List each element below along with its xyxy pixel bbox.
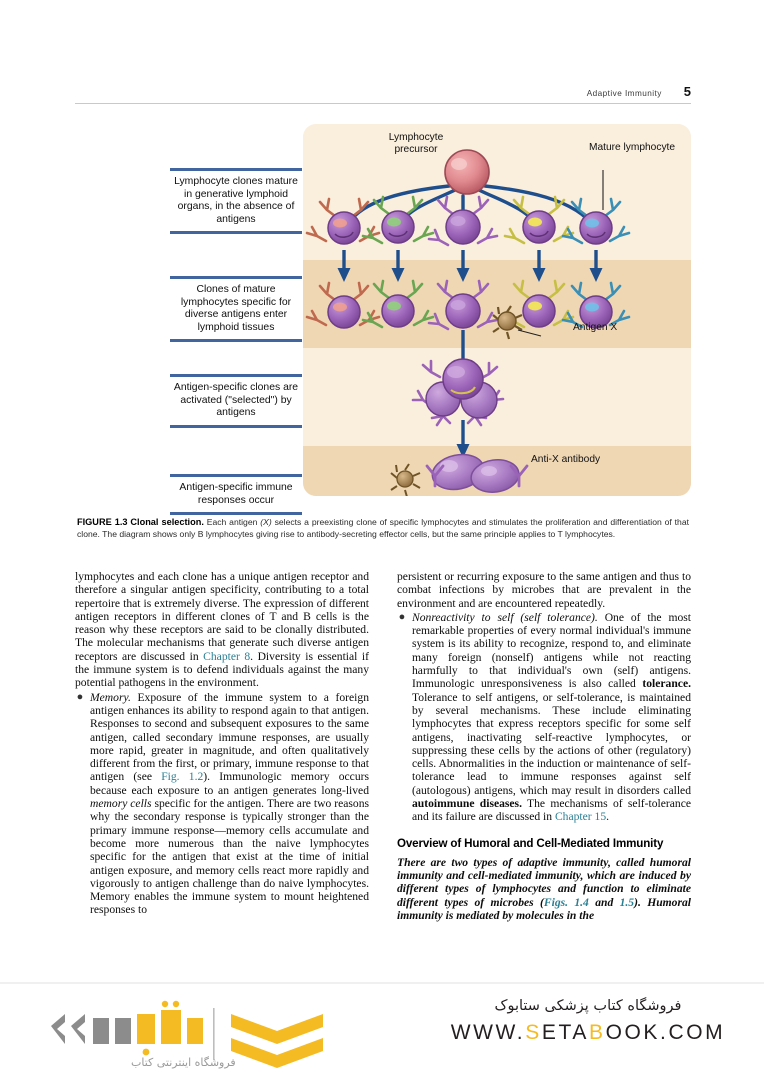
fig-1-2-link[interactable]: Fig. 1.2: [161, 770, 204, 784]
clonal-selection-diagram: [303, 124, 691, 496]
lead-paragraph: There are two types of adaptive immunity, called humoral immunity and cell-mediated immunity, which are induced by different types of lymphocytes and function to eliminate different types of microbes (Figs. 1.4 and 1.5). Humoral immunity is mediated by molecules in the: [397, 855, 691, 922]
caption-number: FIGURE 1.3: [77, 517, 128, 527]
nonreactivity-term: Nonreactivity to self (self tolerance).: [412, 610, 598, 624]
memory-text-c: specific for the antigen. There are two reasons why the secondary response is typically stronger than the primary immune response—memory cells accumulate and become more numerous than the naive lymphocytes specific for the antigen that exist at the time of initial antigen exposure, and memory cells react more rapidly and vigorously to antigen challenge than do naive lymphocytes. Memory enables the immune system to mount heightened responses to: [90, 797, 369, 917]
expanded-clone-cluster: [413, 359, 503, 425]
memory-bullet: [75, 691, 369, 917]
caption-text-2: selects a preexisting clone of specific lymphocytes and stimulates the proliferation and differentiation of that clone. The diagram shows only B lymphocytes giving rise to antibody-secreting effector cells, but the same principle applies to T lymphocytes.: [77, 517, 689, 540]
left-column: [75, 570, 369, 922]
figs-1-4-link[interactable]: Figs. 1.4: [543, 895, 589, 909]
tolerance-text-b: Tolerance to self antigens, or self-tolerance, is maintained by several mechanisms. These include eliminating lymphocytes that express receptors specific for some self antigens, inactivating self-reactive lymphocytes, or suppressing these cells by the actions of other (regulatory) cells. Abnormalities in the induction or maintenance of self-tolerance lead to immune responses against self (autologous) antigens, which may result in disorders called: [412, 690, 691, 797]
memory-text-b: ). Immunologic memory occurs because each exposure to an antigen generates long-lived: [90, 770, 369, 797]
tolerance-text-c: The mechanisms of self-tolerance and its failure are discussed in: [412, 797, 691, 824]
footer-text-block: [438, 998, 738, 1045]
step-label-3: Antigen-specific clones are activated ("selected") by antigens: [170, 374, 302, 428]
antigen-x-label: Antigen X: [573, 322, 618, 333]
figure-artwork: [75, 118, 691, 510]
mature-lymphocyte-label: Mature lymphocyte: [588, 142, 676, 153]
self-tolerance-bullet-body: [412, 611, 691, 824]
step-label-4: Antigen-specific immune responses occur: [170, 474, 302, 515]
url-eta: ETA: [541, 1021, 589, 1044]
plasma-cells: [429, 450, 521, 495]
url-b: B: [588, 1021, 606, 1044]
lead-text-a: There are two types of adaptive immunity, called humoral immunity and cell-mediated immunity, which are induced by different types of lymphocytes and function to eliminate different types of microbes: [397, 855, 691, 909]
url-s: S: [525, 1021, 542, 1044]
caption-title: Clonal selection.: [130, 517, 204, 527]
humoral-immunity-term: Humoral immunity: [397, 895, 691, 922]
url-prefix: WWW.: [450, 1021, 526, 1044]
footer-persian-title: فروشگاه کتاب پزشکی ستابوک: [494, 998, 682, 1014]
lymphocyte-precursor-cell: [445, 150, 489, 194]
section-heading: Overview of Humoral and Cell-Mediated Immunity: [397, 836, 664, 850]
memory-term: Memory.: [90, 690, 131, 704]
page-number: 5: [683, 84, 691, 99]
url-suffix: OOK.COM: [605, 1021, 726, 1044]
anti-x-antibody-label: Anti-X antibody: [531, 454, 601, 465]
diagram-illustration: [303, 124, 691, 496]
step-label-2: Clones of mature lymphocytes specific for diverse antigens enter lymphoid tissues: [170, 276, 302, 342]
caption-italic: (X): [260, 517, 272, 527]
figure-caption: [75, 516, 691, 541]
caption-text-1: Each antigen: [203, 517, 261, 527]
precursor-label: Lymphocyte precursor: [388, 132, 444, 155]
lead-text-b: is mediated by molecules in the: [442, 908, 595, 922]
tolerance-text-a: One of the most remarkable properties of every normal individual's immune system is its ability to recognize, respond to, and eliminate many foreign (nonself) antigens while not reacting harmfully to that individual's own (self) antigens. Immunologic unresponsiveness is also called: [412, 610, 692, 691]
footer-banner: [0, 982, 764, 1080]
memory-cells-term: memory cells: [90, 797, 152, 811]
tolerance-text-d: .: [606, 810, 610, 824]
chapter-8-link[interactable]: Chapter 8: [203, 649, 251, 663]
memory-text-a: Exposure of the immune system to a foreign antigen enhances its ability to respond again to that antigen. Responses to second and subsequent exposures to the same antigen, called secondary immune responses, are usually more rapid, greater in magnitude, and often qualitatively different from the first, or primary, immune response to that antigen (see: [90, 690, 369, 784]
footer-url[interactable]: [438, 1021, 738, 1045]
self-tolerance-bullet: [397, 611, 691, 824]
right-column: [397, 570, 691, 922]
memory-bullet-body: [90, 691, 369, 917]
setabook-logo: [45, 996, 335, 1070]
bullet-icon: ●: [398, 610, 406, 623]
right-continuation: persistent or recurring exposure to the same antigen and thus to combat infections by microbes that are prevalent in the environment and are encountered repeatedly.: [397, 570, 691, 610]
left-p1-b: . Diversity is essential if the immune system is to defend individuals against the many potential pathogens in the environment.: [75, 649, 369, 690]
lead-close: ).: [634, 895, 641, 909]
fig-1-5-link[interactable]: 1.5: [619, 895, 635, 909]
autoimmune-diseases-term: autoimmune diseases.: [412, 797, 522, 811]
chapter-15-link[interactable]: Chapter 15: [554, 810, 607, 824]
left-paragraph-1: [75, 570, 369, 690]
step-label-1: Lymphocyte clones mature in generative lymphoid organs, in the absence of antigens: [170, 168, 302, 234]
left-p1-a: lymphocytes and each clone has a unique antigen receptor and therefore a singular antigen specificity, contributing to a total repertoire that is extremely diverse. The expression of different antigen receptors in different clones of T and B cells is the reason why these receptors are said to be clonally distributed. The molecular mechanisms that generate such diverse antigen receptors are discussed in: [75, 570, 369, 663]
tolerance-term: tolerance.: [642, 677, 691, 691]
body-columns: [75, 570, 691, 922]
bullet-icon: ●: [76, 690, 84, 703]
lead-and: and: [588, 895, 620, 909]
logo-subtitle: فروشگاه اینترنتی کتاب: [131, 1056, 236, 1069]
running-head: [75, 86, 691, 104]
running-head-title: Adaptive Immunity: [586, 88, 662, 98]
figure-1-3: [75, 118, 691, 541]
